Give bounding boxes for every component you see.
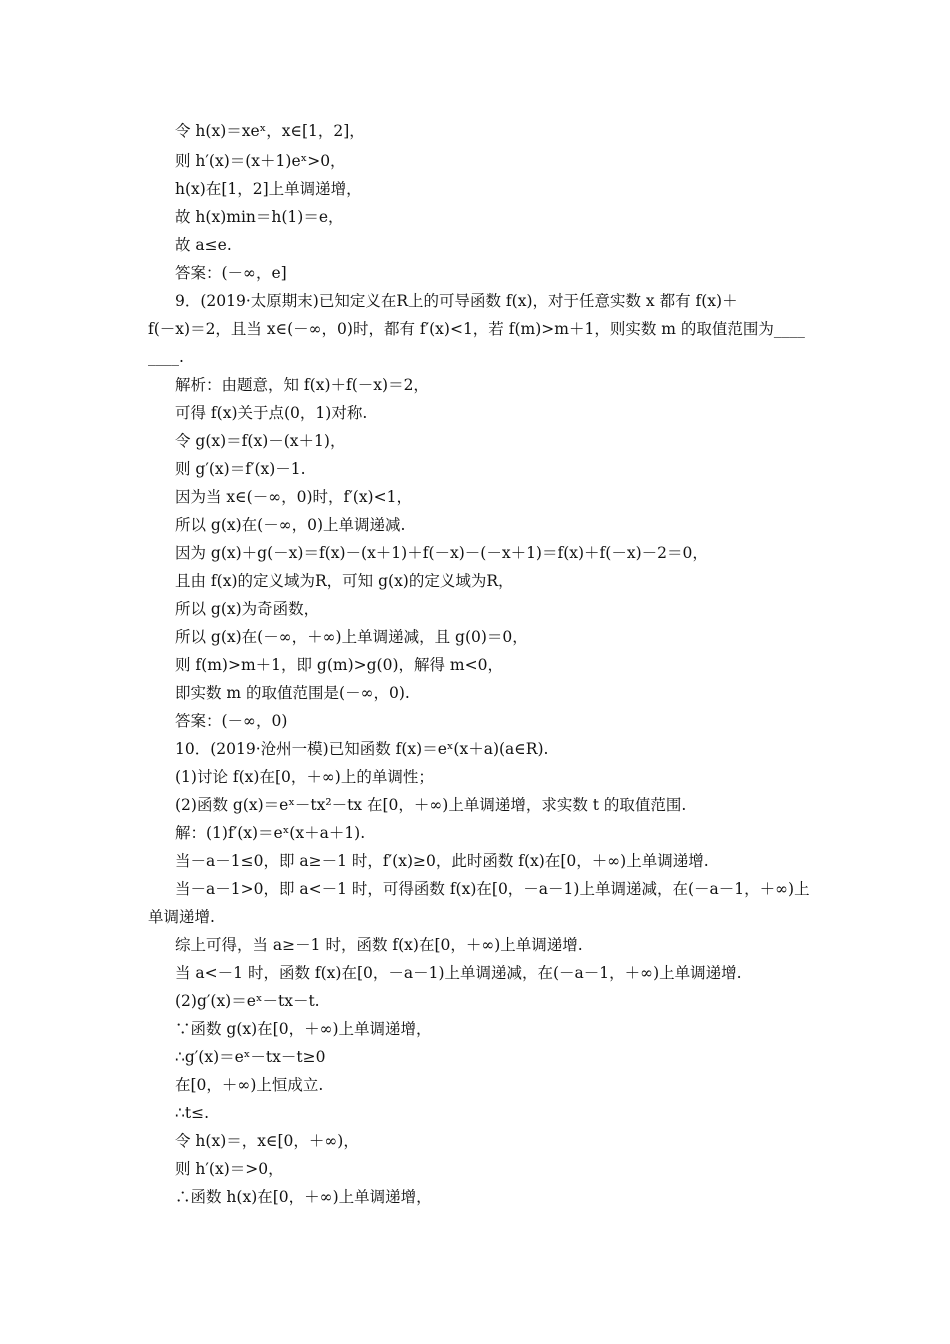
text-line: 令 h(x)＝xeˣ，x∈[1，2]， xyxy=(175,122,365,140)
text-line: 则 f(m)>m＋1，即 g(m)>g(0)，解得 m<0， xyxy=(175,656,503,674)
text-line: 当－a－1>0，即 a<－1 时，可得函数 f(x)在[0，－a－1)上单调递减，在(－a－1，＋∞)上 xyxy=(175,880,810,898)
text-line: 解析：由题意，知 f(x)＋f(－x)＝2， xyxy=(175,376,429,394)
question-10-line: 10．(2019·沧州一模)已知函数 f(x)＝eˣ(x＋a)(a∈R). xyxy=(175,740,549,758)
text-line: ∴函数 h(x)在[0，＋∞)上单调递增， xyxy=(175,1188,432,1206)
text-line: 则 h′(x)＝(x＋1)eˣ>0， xyxy=(175,152,346,170)
text-line: 故 h(x)min＝h(1)＝e， xyxy=(175,208,344,226)
text-line: 令 h(x)＝，x∈[0，＋∞)， xyxy=(175,1132,359,1150)
text-line: 所以 g(x)在(－∞，0)上单调递减. xyxy=(175,516,406,534)
text-line: 答案：(－∞，e] xyxy=(175,264,287,282)
text-line: ∴t≤. xyxy=(175,1104,210,1122)
question-9-line-3: ____. xyxy=(148,348,184,366)
text-line: ∵函数 g(x)在[0，＋∞)上单调递增， xyxy=(175,1020,432,1038)
text-line: 当 a<－1 时，函数 f(x)在[0，－a－1)上单调递减，在(－a－1，＋∞)上单调递增. xyxy=(175,964,742,982)
question-9-line-1: 9．(2019·太原期末)已知定义在R上的可导函数 f(x)，对于任意实数 x 都有 f(x)＋ xyxy=(175,292,738,310)
text-line: (2)g′(x)＝eˣ－tx－t. xyxy=(175,992,320,1010)
text-line: 所以 g(x)为奇函数， xyxy=(175,600,320,618)
text-line: 所以 g(x)在(－∞，＋∞)上单调递减，且 g(0)＝0， xyxy=(175,628,528,646)
text-line: 且由 f(x)的定义域为R，可知 g(x)的定义域为R， xyxy=(175,572,514,590)
text-line: 答案：(－∞，0) xyxy=(175,712,288,730)
text-line: ∴g′(x)＝eˣ－tx－t≥0 xyxy=(175,1048,326,1066)
text-line: 因为 g(x)＋g(－x)＝f(x)－(x＋1)＋f(－x)－(－x＋1)＝f(x)＋f(－x)－2＝0， xyxy=(175,544,708,562)
text-line: h(x)在[1，2]上单调递增， xyxy=(175,180,362,198)
text-line: (2)函数 g(x)＝eˣ－tx²－tx 在[0，＋∞)上单调递增，求实数 t 的取值范围. xyxy=(175,796,687,814)
text-line: 即实数 m 的取值范围是(－∞，0). xyxy=(175,684,410,702)
text-line: (1)讨论 f(x)在[0，＋∞)上的单调性； xyxy=(175,768,434,786)
text-line: 则 g′(x)＝f′(x)－1. xyxy=(175,460,306,478)
text-line: 因为当 x∈(－∞，0)时，f′(x)<1， xyxy=(175,488,412,506)
text-line: 令 g(x)＝f(x)－(x＋1)， xyxy=(175,432,346,450)
text-line: 当－a－1≤0，即 a≥－1 时，f′(x)≥0，此时函数 f(x)在[0，＋∞)上单调递增. xyxy=(175,852,709,870)
text-line: 解：(1)f′(x)＝eˣ(x＋a＋1). xyxy=(175,824,366,842)
text-line: 则 h′(x)＝>0， xyxy=(175,1160,284,1178)
text-line: 综上可得，当 a≥－1 时，函数 f(x)在[0，＋∞)上单调递增. xyxy=(175,936,583,954)
text-line: 故 a≤e. xyxy=(175,236,232,254)
text-line: 在[0，＋∞)上恒成立. xyxy=(175,1076,324,1094)
text-line: 可得 f(x)关于点(0，1)对称. xyxy=(175,404,368,422)
text-line: 单调递增. xyxy=(148,908,215,926)
question-9-line-2: f(－x)＝2，且当 x∈(－∞，0)时，都有 f′(x)<1，若 f(m)>m＋1，则实数 m 的取值范围为____ xyxy=(148,320,805,338)
